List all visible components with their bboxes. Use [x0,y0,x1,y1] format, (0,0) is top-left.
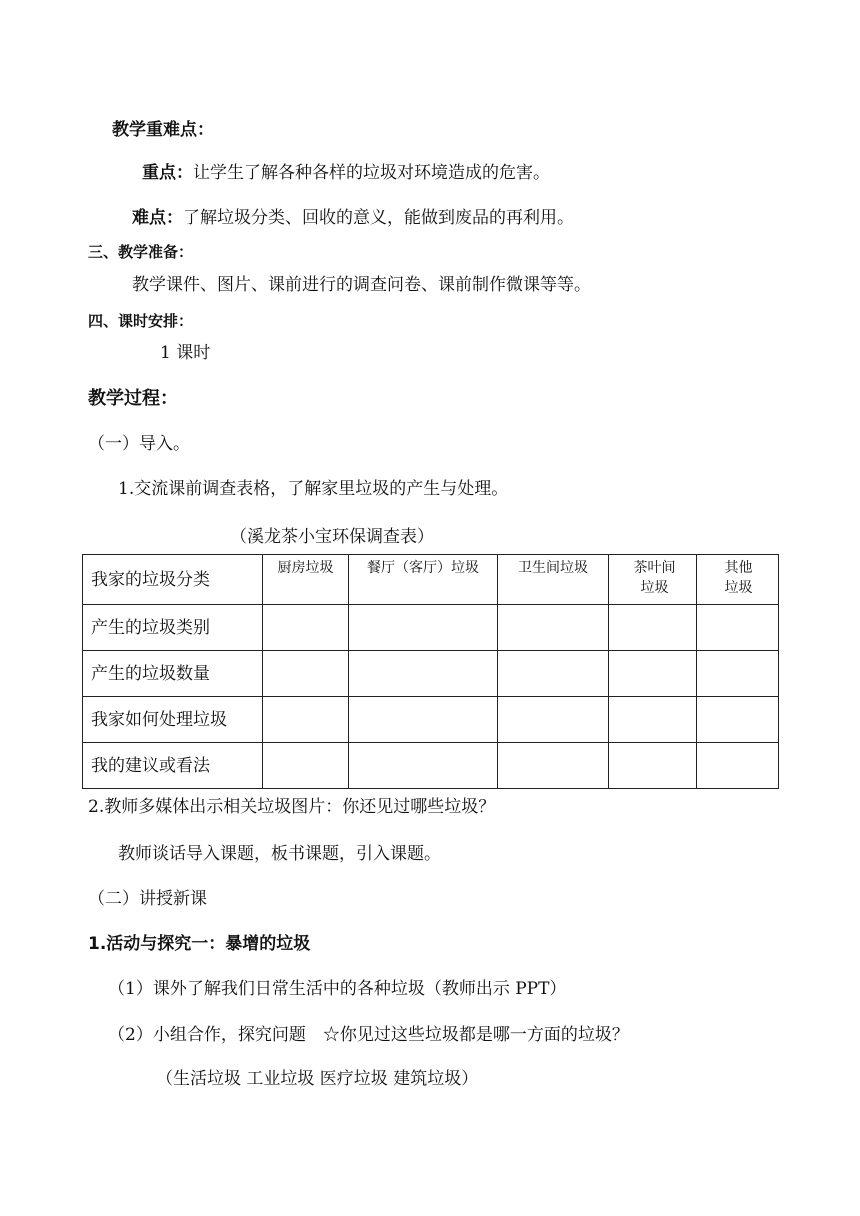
activity1-title: 1.活动与探究一：暴增的垃圾 [88,934,311,954]
table-cell[interactable] [498,743,609,789]
table-cell[interactable] [697,743,779,789]
table-cell[interactable] [697,605,779,651]
table-cell[interactable] [697,651,779,697]
activity1-item2: （2）小组合作，探究问题 ☆你见过这些垃圾都是哪一方面的垃圾？ [108,1025,629,1045]
activity1-item2-answer: （生活垃圾 工业垃圾 医疗垃圾 建筑垃圾） [156,1069,479,1089]
difficulty-text: 了解垃圾分类、回收的意义，能做到废品的再利用。 [183,208,574,228]
activity1-item1: （1）课外了解我们日常生活中的各种垃圾（教师出示 PPT） [108,979,567,999]
table-column-header: 其他垃圾 [697,555,779,605]
table-cell[interactable] [498,605,609,651]
table-row-header: 产生的垃圾数量 [83,651,263,697]
prep-title: 三、教学准备： [88,243,194,261]
intro-step2: 2.教师多媒体出示相关垃圾图片：你还见过哪些垃圾？ [88,797,496,817]
table-header-row [83,555,779,605]
process-title: 教学过程： [88,388,178,409]
table-column-header: 厨房垃圾 [263,555,349,605]
table-cell[interactable] [609,651,697,697]
table-corner-cell: 我家的垃圾分类 [83,555,263,605]
key-point-label: 重点： [142,163,193,183]
table-cell[interactable] [609,743,697,789]
intro-title: （一）导入。 [88,434,190,454]
table-cell[interactable] [349,651,498,697]
prep-text: 教学课件、图片、课前进行的调查问卷、课前制作微课等等。 [132,275,591,295]
intro-step2-note: 教师谈话导入课题，板书课题，引入课题。 [118,844,441,864]
table-row-header: 我家如何处理垃圾 [83,697,263,743]
table-caption: （溪龙茶小宝环保调查表） [230,527,434,547]
survey-table [82,554,779,789]
table-row [83,743,779,789]
table-cell[interactable] [263,743,349,789]
key-point-text: 让学生了解各种各样的垃圾对环境造成的危害。 [193,163,550,183]
table-cell[interactable] [263,651,349,697]
difficulty-line [132,208,574,228]
table-cell[interactable] [349,697,498,743]
table-row [83,697,779,743]
schedule-title: 四、课时安排： [88,312,194,330]
difficulty-label: 难点： [132,208,183,228]
table-row-header: 我的建议或看法 [83,743,263,789]
table-row [83,651,779,697]
table-cell[interactable] [697,697,779,743]
table-column-header: 茶叶间垃圾 [609,555,697,605]
new-lesson-title: （二）讲授新课 [88,889,207,909]
table-cell[interactable] [349,605,498,651]
table-cell[interactable] [498,651,609,697]
table-cell[interactable] [609,697,697,743]
key-points-title: 教学重难点： [112,120,214,140]
table-cell[interactable] [263,697,349,743]
schedule-text: 1 课时 [160,343,211,363]
table-row-header: 产生的垃圾类别 [83,605,263,651]
table-cell[interactable] [349,743,498,789]
table-cell[interactable] [263,605,349,651]
table-column-header: 餐厅（客厅）垃圾 [349,555,498,605]
table-cell[interactable] [609,605,697,651]
key-point-line [142,163,550,183]
table-cell[interactable] [498,697,609,743]
intro-step1: 1.交流课前调查表格，了解家里垃圾的产生与处理。 [118,479,509,499]
table-column-header: 卫生间垃圾 [498,555,609,605]
table-row [83,605,779,651]
